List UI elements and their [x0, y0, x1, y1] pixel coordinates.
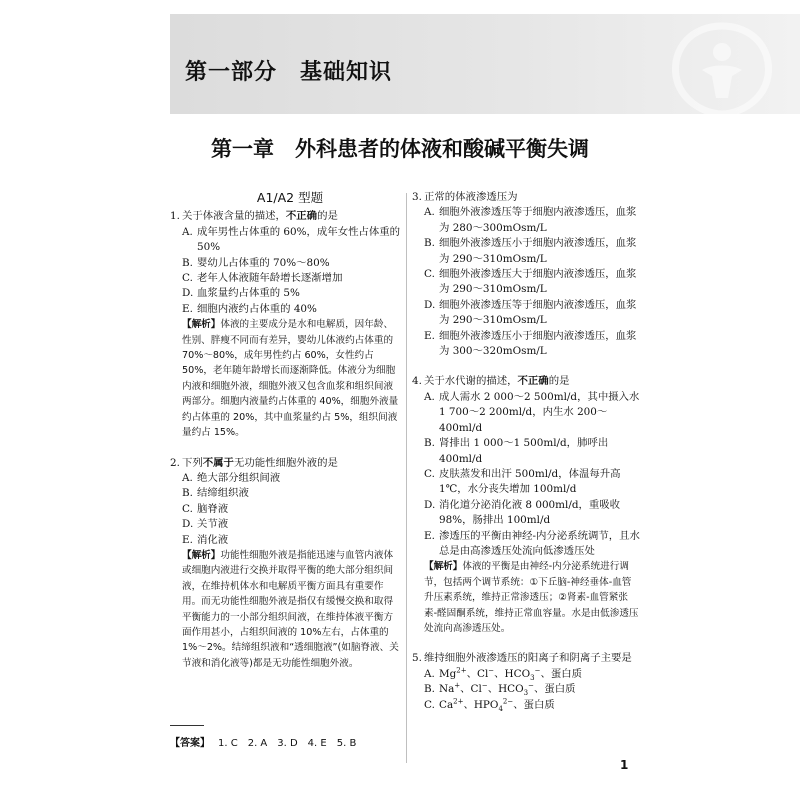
option: C. 脑脊液 — [182, 502, 229, 515]
question-text: 正常的体液渗透压为 — [424, 191, 518, 203]
question-stem — [170, 209, 402, 224]
answer-tag: 【答案】 — [170, 738, 210, 749]
option: C. 皮肤蒸发和出汗 500ml/d，体温每升高 1℃，水分丧失增加 100ml/d — [424, 467, 621, 496]
emphasis: 不正确 — [285, 210, 318, 223]
option: C. 老年人体液随年龄增长逐渐增加 — [182, 272, 343, 285]
question-number: 2. — [170, 456, 180, 469]
question-number: 5. — [412, 652, 422, 665]
question-text: 下列不属于无功能性细胞外液的是 — [182, 456, 338, 469]
question-stem — [170, 456, 402, 471]
option: C. 细胞外液渗透压大于细胞内液渗透压，血浆为 290～310mOsm/L — [424, 268, 637, 296]
question-3 — [412, 190, 640, 359]
right-column — [412, 190, 640, 713]
option: D. 血浆量约占体重的 5% — [182, 287, 300, 300]
option: A. 成年男性占体重的 60%，成年女性占体重的 50% — [182, 225, 401, 254]
question-text: 关于体液含量的描述，不正确的是 — [182, 210, 338, 223]
emphasis: 不正确 — [517, 375, 549, 388]
option: C. $Ca^{2+}$、$HPO_4^{2-}$、蛋白质 — [424, 697, 555, 713]
answer-items: 1. C 2. A 3. D 4. E 5. B — [218, 738, 357, 749]
option: D. 消化道分泌消化液 8 000ml/d，重吸收 98%，肠排出 100ml/d — [424, 498, 621, 527]
question-1 — [170, 209, 402, 440]
option: B. 肾排出 1 000～1 500ml/d，肺呼出 400ml/d — [424, 437, 609, 465]
question-stem — [412, 374, 640, 389]
question-number: 1. — [170, 210, 180, 223]
option: E. 消化液 — [182, 533, 229, 546]
option: E. 渗透压的平衡由神经-内分泌系统调节，且水总是由高渗透压处流向低渗透压处 — [424, 529, 640, 557]
chapter-title: 第一章 外科患者的体液和酸碱平衡失调 — [211, 137, 589, 161]
question-stem — [412, 651, 640, 666]
option: B. 细胞外液渗透压小于细胞内液渗透压，血浆为 290～310mOsm/L — [424, 237, 637, 265]
option: A. 细胞外液渗透压等于细胞内液渗透压，血浆为 280～300mOsm/L — [424, 206, 637, 234]
question-number: 3. — [412, 191, 422, 203]
publisher-logo-icon — [662, 18, 782, 118]
left-column — [170, 190, 402, 671]
question-text: 关于水代谢的描述，不正确的是 — [424, 375, 570, 388]
question-number: 4. — [412, 375, 422, 388]
question-stem — [412, 190, 640, 205]
option: D. 关节液 — [182, 518, 229, 531]
question-4 — [412, 374, 640, 636]
option: B. 婴幼儿占体重的 70%～80% — [182, 256, 330, 269]
explanation: 【解析】体液的平衡是由神经-内分泌系统进行调节，包括两个调节系统：①下丘脑-神经垂体-血管升压素系统，维持正常渗透压；②肾素-血管紧张素-醛固酮系统，维持正常血容量。水是由低渗透压处流向高渗透压处。 — [424, 561, 639, 634]
question-text: 维持细胞外液渗透压的阳离子和阴离子主要是 — [424, 652, 632, 665]
answer-key — [170, 734, 356, 749]
section-title: A1/A2 型题 — [256, 190, 324, 205]
option: D. 细胞外液渗透压等于细胞内液渗透压，血浆为 290～310mOsm/L — [424, 298, 637, 327]
part-title: 第一部分 基础知识 — [185, 60, 393, 85]
option: A. 绝大部分组织间液 — [182, 471, 281, 484]
option: A. 成人需水 2 000～2 500ml/d，其中摄入水 1 700～2 200ml/d，内生水 200～400ml/d — [424, 390, 640, 434]
question-5 — [412, 651, 640, 713]
explanation: 【解析】体液的主要成分是水和电解质，因年龄、性别、胖瘦不同而有差异，婴幼儿体液约占体重的 70%～80%，成年男性约占 60%，女性约占 50%，老年随年龄增长而逐渐降低。体液分为细胞内液和细胞外液，细胞外液又包含血浆和组织间液两部分。细胞内液量约占体重的 40%，细胞外液量约占体重的 20%，其中血浆量约占 5%，组织间液量约占 15%。 — [182, 319, 399, 439]
explanation: 【解析】功能性细胞外液是指能迅速与血管内液体或细胞内液进行交换并取得平衡的绝大部分组织间液，在维持机体水和电解质平衡方面具有重要作用。而无功能性细胞外液是指仅有缓慢交换和取得平衡能力的一小部分组织间液，在维持体液平衡方面作用甚小，占组织间液的 10%左右，占体重的 1%～2%。结缔组织液和“透细胞液”(如脑脊液、关节液和消化液等)都是无功能性细胞外液。 — [182, 549, 399, 669]
question-2 — [170, 456, 402, 672]
page-number: 1 — [620, 758, 629, 772]
option: B. 结缔组织液 — [182, 487, 249, 500]
option: E. 细胞外液渗透压小于细胞内液渗透压，血浆为 300～320mOsm/L — [424, 329, 637, 358]
option: A. $Mg^{2+}$、Cl−、$HCO_3^-$、蛋白质 — [424, 666, 582, 682]
option: E. 细胞内液约占体重的 40% — [182, 302, 317, 315]
answer-rule — [170, 725, 204, 726]
emphasis: 不属于 — [202, 456, 234, 469]
column-divider — [406, 193, 407, 763]
option: B. Na+、Cl−、$HCO_3^-$、蛋白质 — [424, 681, 576, 698]
